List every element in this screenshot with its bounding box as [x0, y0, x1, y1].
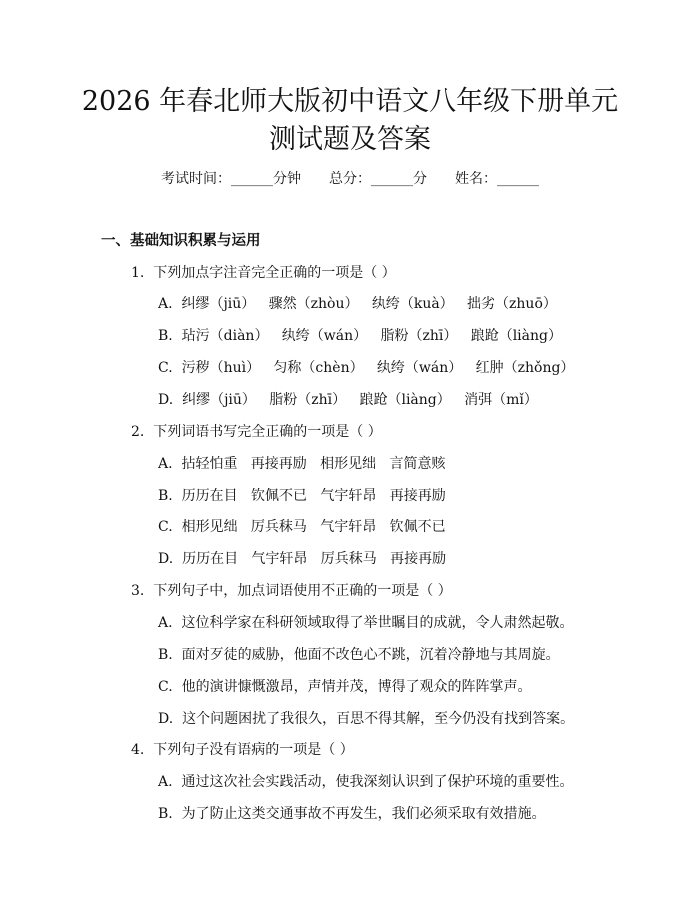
answer-option: A. 纠缪（jiū） 骤然（zhòu） 纨绔（kuà） 拙劣（zhuō） [158, 296, 557, 312]
answer-option: B. 为了防止这类交通事故不再发生，我们必须采取有效措施。 [158, 806, 546, 822]
answer-option: C. 污秽（huì） 匀称（chèn） 纨绔（wán） 红肿（zhǒng） [158, 360, 575, 376]
answer-option: A. 通过这次社会实践活动，使我深刻认识到了保护环境的重要性。 [158, 774, 574, 790]
page-title-line-1: 2026 年春北师大版初中语文八年级下册单元 [81, 86, 619, 117]
section-heading: 一、基础知识积累与运用 [101, 233, 261, 249]
answer-option: B. 玷污（diàn） 纨绔（wán） 脂粉（zhī） 踉跄（liàng） [158, 328, 562, 344]
exam-meta-line: 考试时间：______分钟 总分：______分 姓名：______ [161, 171, 539, 187]
answer-option: D. 历历在目 气宇轩昂 厉兵秣马 再接再励 [158, 551, 447, 567]
answer-option: A. 这位科学家在科研领域取得了举世瞩目的成就，令人肃然起敬。 [158, 615, 574, 631]
answer-option: B. 面对歹徒的威胁，他面不改色心不跳，沉着冷静地与其周旋。 [158, 647, 560, 663]
question-stem: 3. 下列句子中，加点词语使用不正确的一项是（ ） [131, 583, 452, 599]
page-title-line-2: 测试题及答案 [269, 124, 431, 155]
answer-option: A. 拈轻怕重 再接再励 相形见绌 言简意赅 [158, 456, 446, 472]
question-stem: 2. 下列词语书写完全正确的一项是（ ） [131, 424, 382, 440]
answer-option: C. 他的演讲慷慨激昂，声情并茂，博得了观众的阵阵掌声。 [158, 679, 532, 695]
answer-option: C. 相形见绌 厉兵秣马 气宇轩昂 钦佩不已 [158, 519, 446, 535]
question-stem: 1. 下列加点字注音完全正确的一项是（ ） [131, 265, 396, 281]
answer-option: D. 这个问题困扰了我很久，百思不得其解，至今仍没有找到答案。 [158, 711, 575, 727]
answer-option: D. 纠缪（jiū） 脂粉（zhī） 踉跄（liàng） 消弭（mǐ） [158, 392, 538, 408]
answer-option: B. 历历在目 钦佩不已 气宇轩昂 再接再励 [158, 488, 446, 504]
question-stem: 4. 下列句子没有语病的一项是（ ） [131, 742, 354, 758]
